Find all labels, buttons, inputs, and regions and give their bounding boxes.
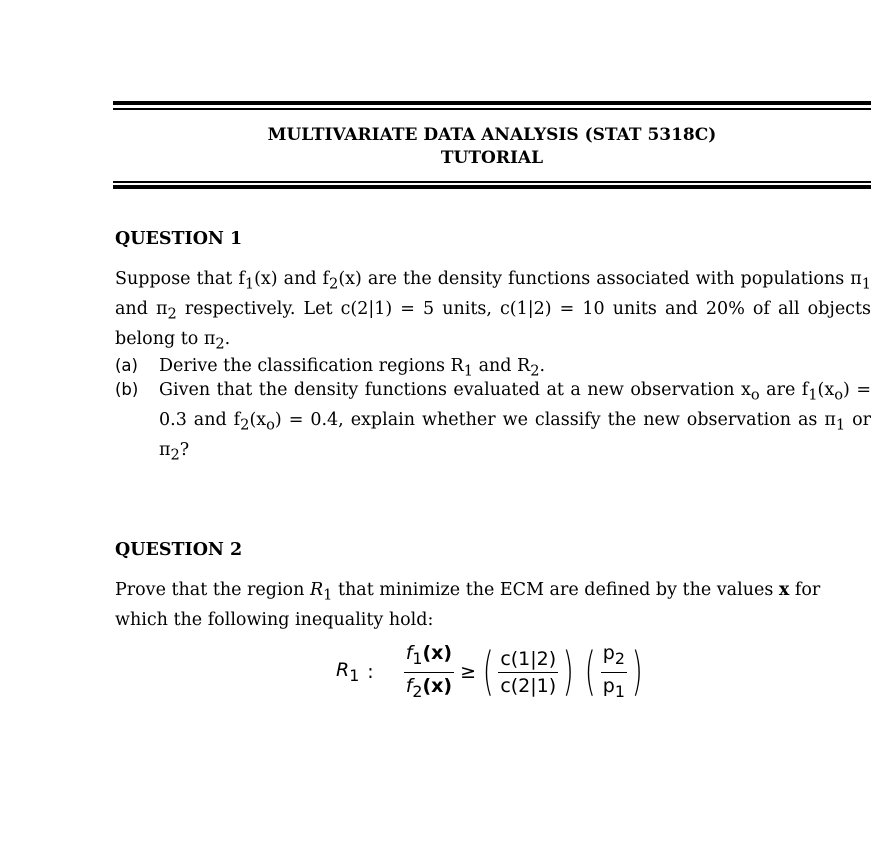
part-a-label: (a) xyxy=(115,356,138,375)
relation-symbol: ≥ xyxy=(460,661,477,683)
top-rule-thick xyxy=(113,101,871,105)
formula-lhs: $R_1$ xyxy=(336,659,360,685)
question-1-heading: QUESTION 1 xyxy=(115,229,243,249)
ecm-inequality-formula: $R_1$ : $\frac{f_1(x)}{f_2(x)}$ ≥ ( $\frac{c(1|2)}{c(2|1)}$ ) ( $\frac{p_2}{p_1}$ ) xyxy=(336,641,643,702)
formula-colon: : xyxy=(367,661,374,683)
bottom-rule-thick xyxy=(113,185,871,189)
top-rule-thin xyxy=(113,108,871,110)
prior-ratio: $\frac{p_2}{p_1}$ xyxy=(602,641,625,701)
part-a-text: Derive the classification regions $R_1$ and $R_2$. xyxy=(159,356,546,380)
course-title: MULTIVARIATE DATA ANALYSIS (STAT 5318C) xyxy=(267,125,717,145)
part-b-text: Given that the density functions evaluated at a new observation $x_o$ are $f_1(x_o) = 0.3$ and $f_2(x_o) = 0.4$, explain whether we classify the new observation as $\pi_1$ or $\pi_2$? xyxy=(159,380,872,464)
document-title xyxy=(113,124,871,170)
cost-ratio: $\frac{c(1|2)}{c(2|1)}$ xyxy=(500,647,557,697)
question-2-heading: QUESTION 2 xyxy=(115,540,243,560)
bottom-rule-thin xyxy=(113,181,871,183)
question-2-text: Prove that the region $R_1$ that minimize the ECM are defined by the values x for which the following inequality hold: xyxy=(115,580,821,630)
question-1-text: Suppose that $f_1(x)$ and $f_2(x)$ are the density functions associated with populations $\pi_1$ and $\pi_2$ respectively. Let c(2|1) = 5 units, c(1|2) = 10 units and 20% of all objects belong to $\pi_2$. xyxy=(115,269,871,353)
tutorial-subtitle: TUTORIAL xyxy=(440,148,544,168)
question-1-part-b xyxy=(115,378,871,468)
density-ratio: $\frac{f_1(x)}{f_2(x)}$ xyxy=(405,641,453,701)
part-b-label: (b) xyxy=(115,380,139,399)
